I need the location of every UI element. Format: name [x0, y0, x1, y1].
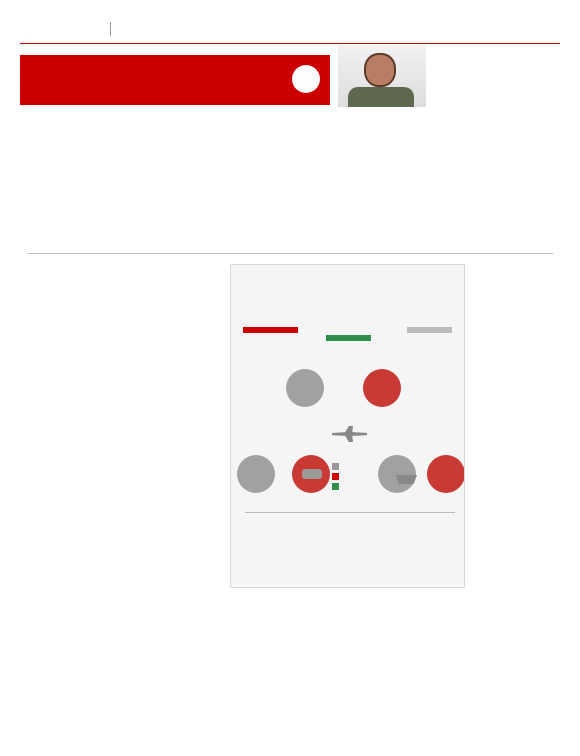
article-column-6 — [471, 260, 553, 263]
airplane-icon — [332, 426, 367, 442]
legend-usa-swatch — [332, 463, 339, 470]
ship-icon — [396, 475, 417, 484]
naval-force-china-circle — [427, 455, 465, 493]
arrow-icon[interactable] — [292, 65, 320, 93]
arms-infographic — [230, 264, 465, 588]
teaser-box[interactable] — [432, 50, 566, 52]
article-column-1 — [28, 281, 116, 284]
personnel-bar-china — [326, 335, 371, 341]
legend-taiwan-swatch — [332, 483, 339, 490]
article-column-2 — [125, 262, 221, 265]
air-force-usa-circle — [286, 369, 324, 407]
header-divider — [110, 22, 138, 36]
world-section-banner — [20, 55, 330, 105]
defense-budget-chart — [245, 512, 455, 586]
page-header — [20, 10, 560, 44]
land-force-usa-circle — [237, 455, 275, 493]
legend-china-swatch — [332, 473, 339, 480]
personnel-bar-taiwan — [407, 327, 452, 333]
divider — [28, 253, 553, 254]
air-force-china-circle — [363, 369, 401, 407]
person-uniform — [348, 87, 414, 107]
naval-force-usa-circle — [378, 455, 416, 493]
tank-icon — [302, 469, 322, 479]
personnel-bar-usa — [243, 327, 298, 333]
suspect-photo — [338, 45, 426, 107]
person-head — [364, 53, 396, 87]
